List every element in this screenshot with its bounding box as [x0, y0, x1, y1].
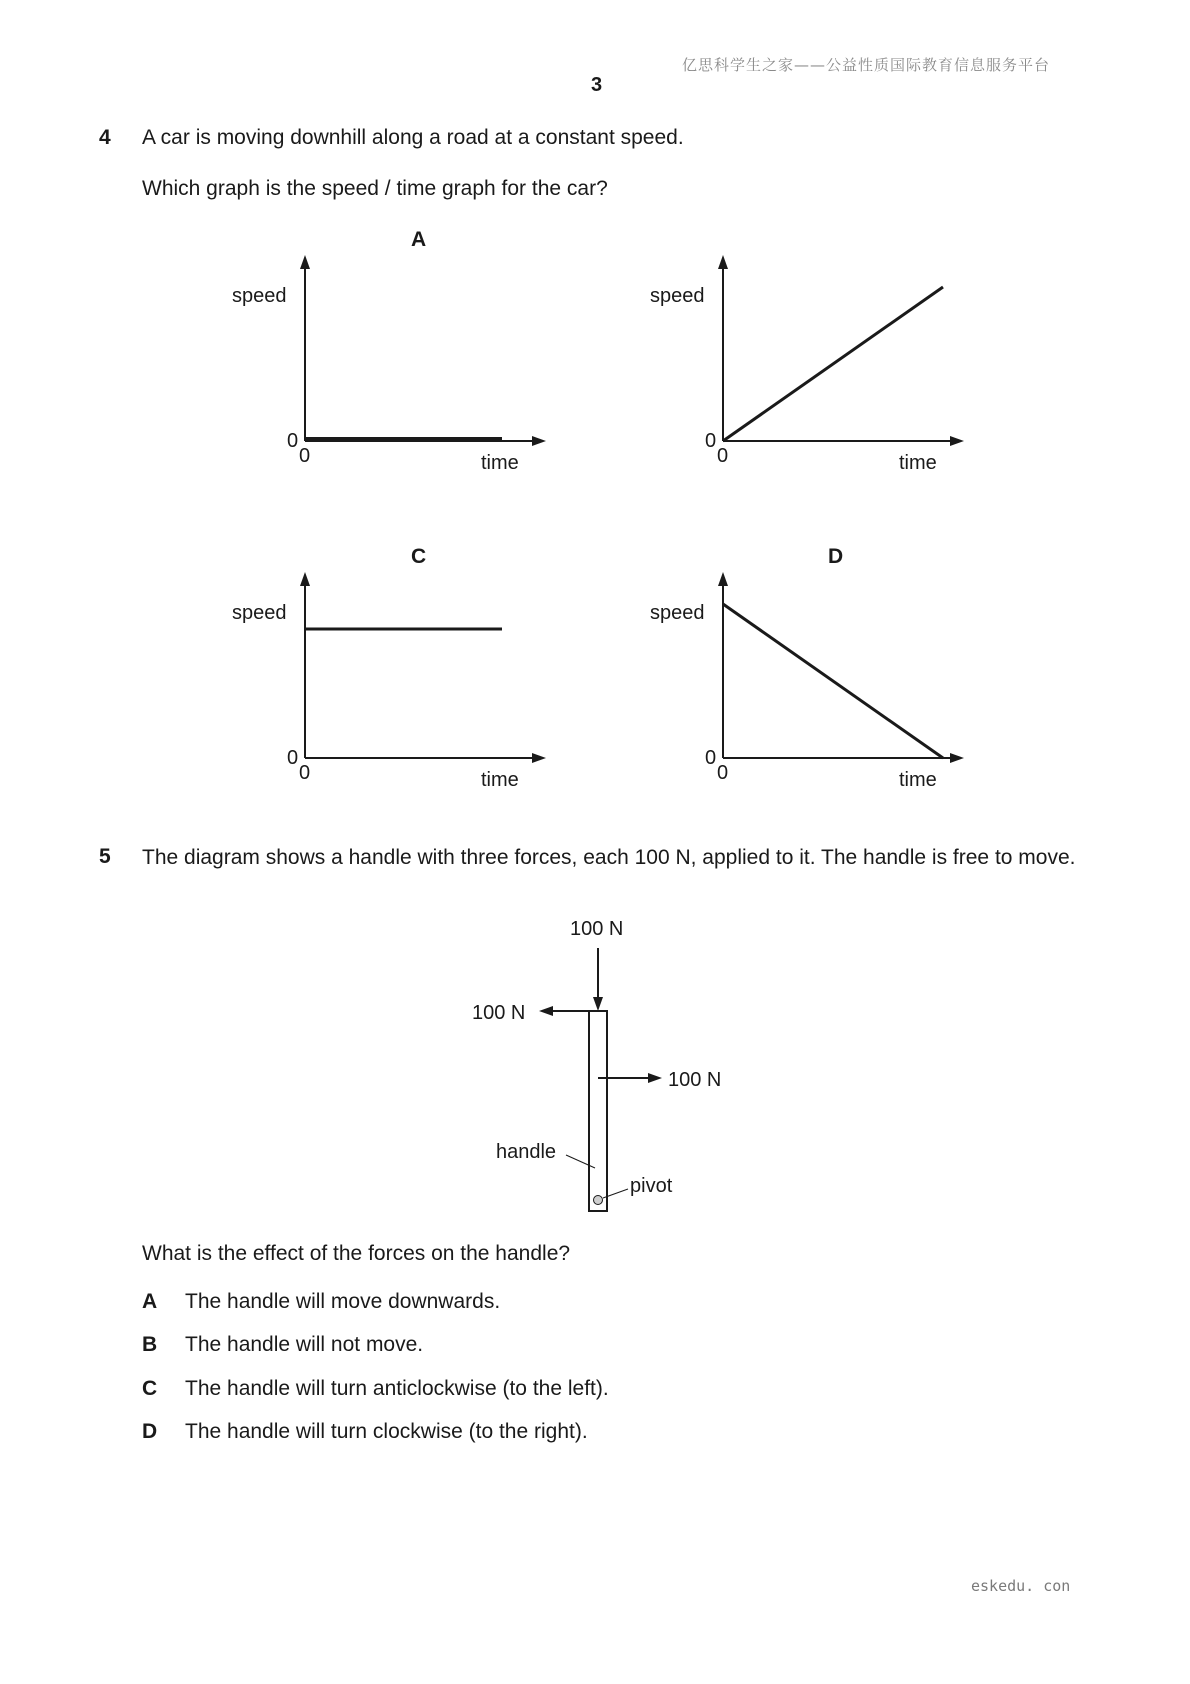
graph-a-origin-x: 0	[299, 445, 311, 467]
force-left-label: 100 N	[472, 1002, 526, 1024]
graph-c-ylabel: speed	[232, 602, 287, 624]
graph-c-origin-x: 0	[299, 762, 311, 784]
handle-diagram	[440, 908, 760, 1228]
graph-c-x-arrow	[532, 753, 546, 763]
option-b-letter: B	[142, 1333, 158, 1356]
force-right-label: 100 N	[668, 1069, 722, 1091]
graph-a	[220, 255, 560, 485]
q5-number: 5	[99, 845, 111, 868]
graph-b-ylabel: speed	[650, 285, 705, 307]
graph-c-y-arrow	[300, 572, 310, 586]
graph-d-origin-y: 0	[705, 747, 717, 769]
force-top-arrowhead	[593, 997, 603, 1011]
option-c-letter: C	[142, 1377, 158, 1400]
force-right-arrowhead	[648, 1073, 662, 1083]
graph-a-y-arrow	[300, 255, 310, 269]
graph-d-label: D	[828, 545, 844, 568]
option-c-text: The handle will turn anticlockwise (to the left).	[185, 1377, 609, 1400]
graph-d-xlabel: time	[899, 769, 937, 791]
graph-d-y-arrow	[718, 572, 728, 586]
option-b-text: The handle will not move.	[185, 1333, 424, 1356]
graph-d-ylabel: speed	[650, 602, 705, 624]
graph-d-origin-x: 0	[717, 762, 729, 784]
graph-b-xlabel: time	[899, 452, 937, 474]
footer-site: eskedu. con	[971, 1577, 1071, 1595]
force-top-label: 100 N	[570, 918, 624, 940]
graph-d-x-arrow	[950, 753, 964, 763]
graph-c-label: C	[411, 545, 427, 568]
graph-c	[220, 572, 560, 802]
q4-question: Which graph is the speed / time graph for the car?	[142, 177, 608, 200]
option-a-letter: A	[142, 1290, 158, 1313]
graph-d-line	[723, 604, 943, 758]
handle-label: handle	[496, 1141, 557, 1163]
q5-stem: The diagram shows a handle with three forces, each 100 N, applied to it. The handle is free to move.	[142, 846, 1076, 869]
graph-a-xlabel: time	[481, 452, 519, 474]
graph-b-x-arrow	[950, 436, 964, 446]
pivot-label: pivot	[630, 1175, 673, 1197]
q4-stem: A car is moving downhill along a road at a constant speed.	[142, 126, 684, 149]
graph-b-y-arrow	[718, 255, 728, 269]
graph-a-origin-y: 0	[287, 430, 299, 452]
graph-c-origin-y: 0	[287, 747, 299, 769]
graph-b-origin-x: 0	[717, 445, 729, 467]
header-site-text: 亿思科学生之家——公益性质国际教育信息服务平台	[682, 56, 1051, 74]
graph-d	[638, 572, 978, 802]
force-left-arrowhead	[539, 1006, 553, 1016]
pivot-icon	[594, 1196, 603, 1205]
graph-a-label: A	[411, 228, 427, 251]
option-a-text: The handle will move downwards.	[185, 1290, 501, 1313]
option-d-letter: D	[142, 1420, 158, 1443]
q5-question: What is the effect of the forces on the handle?	[142, 1242, 571, 1265]
graph-b-line	[723, 287, 943, 441]
graph-b-origin-y: 0	[705, 430, 717, 452]
q4-number: 4	[99, 126, 111, 149]
graph-a-ylabel: speed	[232, 285, 287, 307]
graph-c-xlabel: time	[481, 769, 519, 791]
page-number: 3	[591, 74, 603, 96]
graph-a-x-arrow	[532, 436, 546, 446]
graph-b	[638, 255, 978, 485]
handle-bar	[589, 1011, 607, 1211]
option-d-text: The handle will turn clockwise (to the right).	[185, 1420, 588, 1443]
